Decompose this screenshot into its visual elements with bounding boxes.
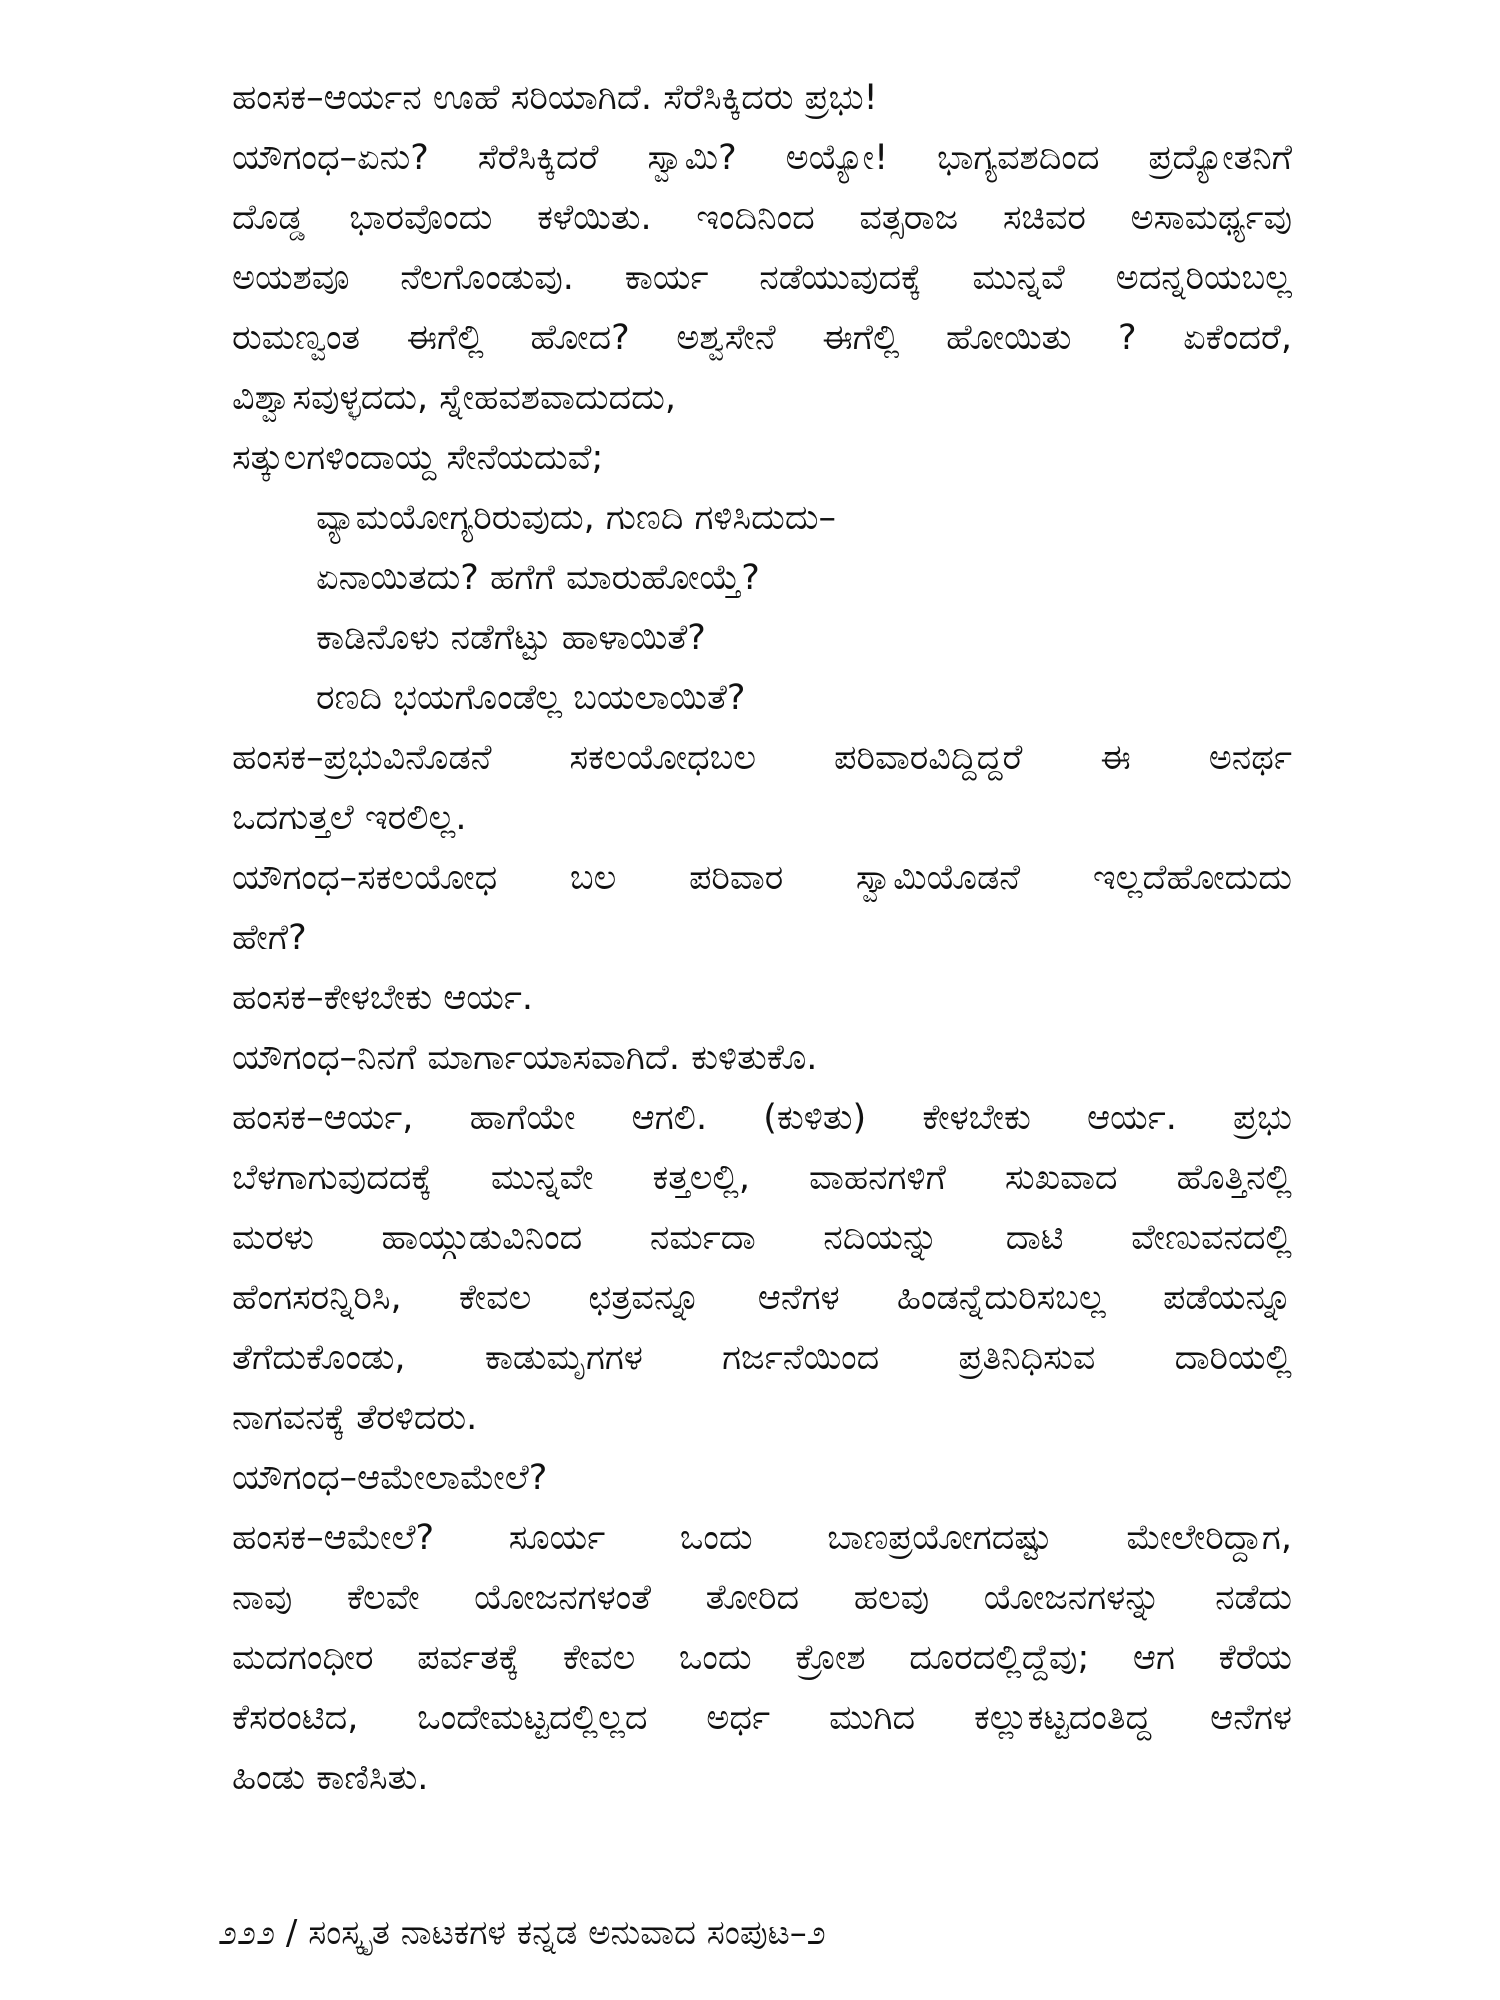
- text-line: ತೆಗೆದುಕೊಂಡು, ಕಾಡುಮೃಗಗಳ ಗರ್ಜನೆಯಿಂದ ಪ್ರತಿನಿಧಿಸುವ ದಾರಿಯಲ್ಲಿ: [232, 1338, 1292, 1378]
- text-line: ಹೇಗೆ?: [232, 918, 307, 958]
- text-line: ಹೆಂಗಸರನ್ನಿರಿಸಿ, ಕೇವಲ ಛತ್ರವನ್ನೂ ಆನೆಗಳ ಹಿಂಡನ್ನೆದುರಿಸಬಲ್ಲ ಪಡೆಯನ್ನೂ: [232, 1278, 1292, 1318]
- text-line: ರುಮಣ್ವಂತ ಈಗೆಲ್ಲಿ ಹೋದ? ಅಶ್ವಸೇನೆ ಈಗೆಲ್ಲಿ ಹೋಯಿತು ? ಏಕೆಂದರೆ,: [232, 318, 1292, 358]
- text-line: ಅಯಶವೂ ನೆಲಗೊಂಡುವು. ಕಾರ್ಯ ನಡೆಯುವುದಕ್ಕೆ ಮುನ್ನವೆ ಅದನ್ನರಿಯಬಲ್ಲ: [232, 258, 1292, 298]
- text-line: ಯೌಗಂಧ–ಏನು? ಸೆರೆಸಿಕ್ಕಿದರೆ ಸ್ವಾಮಿ? ಅಯ್ಯೋ! ಭಾಗ್ಯವಶದಿಂದ ಪ್ರದ್ಯೋತನಿಗೆ: [232, 138, 1292, 178]
- text-line: ಕೆಸರಂಟಿದ, ಒಂದೇಮಟ್ಟದಲ್ಲಿಲ್ಲದ ಅರ್ಧ ಮುಗಿದ ಕಲ್ಲುಕಟ್ಟದಂತಿದ್ದ ಆನೆಗಳ: [232, 1698, 1292, 1738]
- text-line: ಯೌಗಂಧ–ಸಕಲಯೋಧ ಬಲ ಪರಿವಾರ ಸ್ವಾಮಿಯೊಡನೆ ಇಲ್ಲದೆಹೋದುದು: [232, 858, 1292, 898]
- text-line: ವಿಶ್ವಾಸವುಳ್ಳದದು, ಸ್ನೇಹವಶವಾದುದದು,: [232, 378, 677, 418]
- text-line: ಹಂಸಕ–ಆರ್ಯ, ಹಾಗೆಯೇ ಆಗಲಿ. (ಕುಳಿತು) ಕೇಳಬೇಕು ಆರ್ಯ. ಪ್ರಭು: [232, 1098, 1292, 1138]
- text-line: ಮರಳು ಹಾಯ್ಗುಡುವಿನಿಂದ ನರ್ಮದಾ ನದಿಯನ್ನು ದಾಟಿ ವೇಣುವನದಲ್ಲಿ: [232, 1218, 1292, 1258]
- text-line: ಬೆಳಗಾಗುವುದದಕ್ಕೆ ಮುನ್ನವೇ ಕತ್ತಲಲ್ಲಿ, ವಾಹನಗಳಿಗೆ ಸುಖವಾದ ಹೊತ್ತಿನಲ್ಲಿ: [232, 1158, 1292, 1198]
- text-line: ಹಿಂಡು ಕಾಣಿಸಿತು.: [232, 1758, 429, 1798]
- page-footer: ೨೨೨ / ಸಂಸ್ಕೃತ ನಾಟಕಗಳ ಕನ್ನಡ ಅನುವಾದ ಸಂಪುಟ–೨: [218, 1913, 826, 1953]
- verse-line: ರಣದಿ ಭಯಗೊಂಡೆಲ್ಲ ಬಯಲಾಯಿತೆ?: [316, 678, 746, 718]
- text-line: ಒದಗುತ್ತಲೆ ಇರಲಿಲ್ಲ.: [232, 798, 467, 838]
- text-line: ಸತ್ಕುಲಗಳಿಂದಾಯ್ದ ಸೇನೆಯದುವೆ;: [232, 438, 604, 478]
- verse-line: ಕಾಡಿನೊಳು ನಡೆಗೆಟ್ಟು ಹಾಳಾಯಿತೆ?: [316, 618, 706, 658]
- text-line: ಹಂಸಕ–ಆಮೇಲೆ? ಸೂರ್ಯ ಒಂದು ಬಾಣಪ್ರಯೋಗದಷ್ಟು ಮೇಲೇರಿದ್ದಾಗ,: [232, 1518, 1292, 1558]
- text-line: ದೊಡ್ಡ ಭಾರವೊಂದು ಕಳೆಯಿತು. ಇಂದಿನಿಂದ ವತ್ಸರಾಜ ಸಚಿವರ ಅಸಾಮರ್ಥ್ಯವು: [232, 198, 1292, 238]
- verse-line: ವ್ಯಾಮಯೋಗ್ಯರಿರುವುದು, ಗುಣದಿ ಗಳಿಸಿದುದು–: [316, 498, 837, 538]
- text-line: ನಾವು ಕೆಲವೇ ಯೋಜನಗಳಂತೆ ತೋರಿದ ಹಲವು ಯೋಜನಗಳನ್ನು ನಡೆದು: [232, 1578, 1292, 1618]
- text-line: ಹಂಸಕ–ಪ್ರಭುವಿನೊಡನೆ ಸಕಲಯೋಧಬಲ ಪರಿವಾರವಿದ್ದಿದ್ದರೆ ಈ ಅನರ್ಥ: [232, 738, 1292, 778]
- text-line: ಮದಗಂಧೀರ ಪರ್ವತಕ್ಕೆ ಕೇವಲ ಒಂದು ಕ್ರೋಶ ದೂರದಲ್ಲಿದ್ದೆವು; ಆಗ ಕೆರೆಯ: [232, 1638, 1292, 1678]
- body-text: [232, 68, 1292, 1808]
- text-line: ನಾಗವನಕ್ಕೆ ತೆರಳಿದರು.: [232, 1398, 478, 1438]
- text-line: ಯೌಗಂಧ–ನಿನಗೆ ಮಾರ್ಗಾಯಾಸವಾಗಿದೆ. ಕುಳಿತುಕೊ.: [232, 1038, 818, 1078]
- verse-line: ಏನಾಯಿತದು? ಹಗೆಗೆ ಮಾರುಹೋಯ್ತೆ?: [316, 558, 760, 598]
- text-line: ಹಂಸಕ–ಕೇಳಬೇಕು ಆರ್ಯ.: [232, 978, 534, 1018]
- text-line: ಹಂಸಕ–ಆರ್ಯನ ಊಹೆ ಸರಿಯಾಗಿದೆ. ಸೆರೆಸಿಕ್ಕಿದರು ಪ್ರಭು!: [232, 78, 878, 118]
- text-line: ಯೌಗಂಧ–ಆಮೇಲಾಮೇಲೆ?: [232, 1458, 548, 1498]
